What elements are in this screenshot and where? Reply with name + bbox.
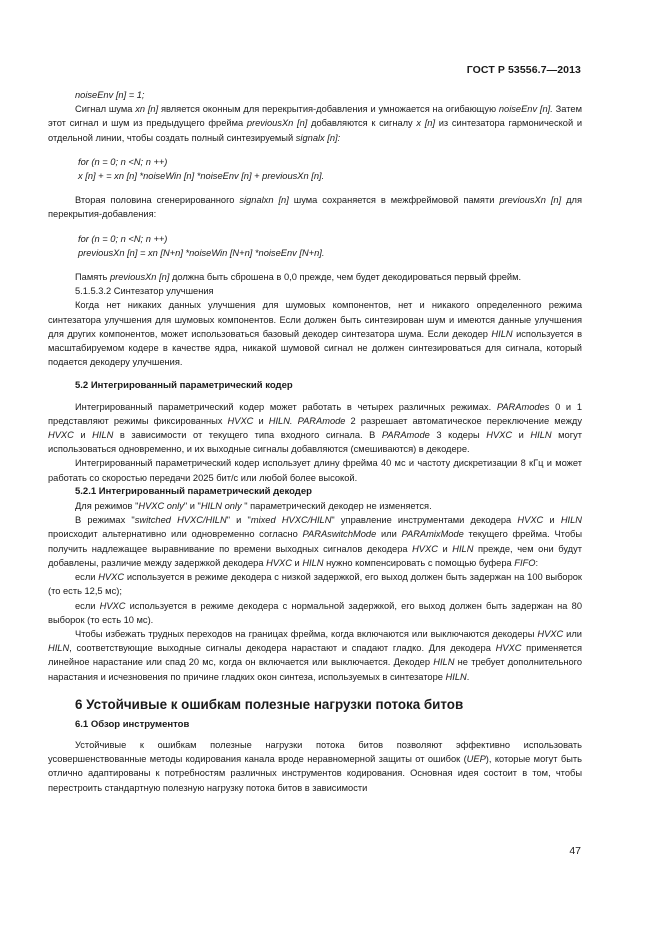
spacer — [48, 183, 582, 193]
paragraph: Для режимов "HVXC only" и "HILN only " параметрический декодер не изменяется. — [75, 501, 432, 512]
section-heading-5-2: 5.2 Интегрированный параметрический кодер — [75, 380, 293, 392]
section-heading-6-1: 6.1 Обзор инструментов — [75, 718, 190, 730]
section-heading-5-2-1: 5.2.1 Интегрированный параметрический декодер — [75, 485, 312, 497]
spacer — [48, 222, 582, 232]
spacer — [48, 260, 582, 270]
code-line: for (n = 0; n <N; n ++) — [78, 156, 168, 167]
document-header: ГОСТ Р 53556.7—2013 — [466, 64, 581, 76]
paragraph: Устойчивые к ошибкам полезные нагрузки потока битов позволяют эффективно использовать усовершенствованные методы кодирования канала вроде неравномерной защиты от ошибок (UEP), которые могут быть отлично адаптированы к потребностям различных инструментов кодирования. Основная идея состоит в том, чтобы перестроить стандартную полезную нагрузку потока битов в зависимости — [48, 739, 583, 793]
paragraph: Интегрированный параметрический кодер использует длину фрейма 40 мс и частоту дискретизации 8 кГц и может работать со скоростью передачи 2025 бит/с или любой более высокой. — [48, 458, 582, 483]
spacer — [48, 145, 582, 155]
code-line: x [n] + = xn [n] *noiseWin [n] *noiseEnv [n] + previousXn [n]. — [78, 171, 325, 182]
list-item: если HVXC используется в режиме декодера с нормальной задержкой, его выход должен быть задержан на 80 выборок (то есть 10 мс). — [48, 600, 582, 625]
section-number-heading: 5.1.5.3.2 Синтезатор улучшения — [75, 286, 214, 297]
code-line: for (n = 0; n <N; n ++) — [78, 233, 168, 244]
paragraph: Сигнал шума xn [n] является оконным для перекрытия-добавления и умножается на огибающую noiseEnv [n]. Затем этот сигнал и шум из предыдущего фрейма previousXn [n] добавляются к сигналу x [n] из синтезатора гармонической и отдельной линии, чтобы создать полный синтезируемый signalx [n]: — [48, 104, 583, 143]
paragraph: Чтобы избежать трудных переходов на границах фрейма, когда включаются или выключаются декодеры HVXC или HILN, соответствующие выходные сигналы декодера нарастают и спадают гладко. Для декодера HVXC применяется линейное нарастание или спад 20 мс, когда он включается или выключается. Декодер HILN не требует дополнительного нарастания и исчезновения по причине гладких окон синтеза, используемых в синтезаторе HILN. — [48, 628, 582, 682]
paragraph: Память previousXn [n] должна быть сброшена в 0,0 прежде, чем будет декодироваться первый фрейм. — [75, 272, 522, 283]
chapter-heading-6: 6 Устойчивые к ошибкам полезные нагрузки потока битов — [75, 696, 464, 712]
paragraph: Интегрированный параметрический кодер может работать в четырех различных режимах. PARAmodes 0 и 1 представляют режимы фиксированных HVXC и HILN. PARAmode 2 разрешает автоматическое переключение между HVXC и HILN в зависимости от текущего типа входного сигнала. В PARAmode 3 кодеры HVXC и HILN могут использоваться одновременно, и их выходные сигналы добавляются (смешиваются) в декодере. — [48, 401, 583, 455]
spacer — [48, 369, 582, 375]
page-number: 47 — [569, 845, 581, 857]
paragraph: Вторая половина сгенерированного signalxn [n] шума сохраняется в межфреймовой памяти previousXn [n] для перекрытия-добавления: — [48, 195, 583, 220]
formula-line: noiseEnv [n] = 1; — [75, 90, 145, 100]
list-item: если HVXC используется в режиме декодера с низкой задержкой, его выход должен быть задержан на 100 выборок (то есть 12,5 мс); — [48, 572, 582, 597]
page-content — [48, 88, 582, 795]
paragraph: В режимах "switched HVXC/HILN" и "mixed HVXC/HILN" управление инструментами декодера HVXC и HILN происходит альтернативно или одновременно согласно PARAswitchMode или PARAmixMode текущего фрейма. Чтобы получить надлежащее выравнивание по времени выходных сигналов декодера HVXC и HILN прежде, чем они будут добавлены, различие между задержкой декодера HVXC и HILN нужно компенсировать с помощью буфера FIFO: — [48, 515, 582, 568]
paragraph: Когда нет никаких данных улучшения для шумовых компонентов, нет и никакого определенного режима синтезатора улучшения для шумовых компонентов. Если должен быть синтезирован шум и имеются данные улучшения для других компонентов, может использоваться базовый декодер синтезатора шума. Если декодер HILN используется в масштабируемом кодере в качестве ядра, никакой шумовой сигнал не должен синтезироваться для сигнала, который подается декодеру улучшения. — [48, 300, 583, 368]
code-line: previousXn [n] = xn [N+n] *noiseWin [N+n] *noiseEnv [N+n]. — [78, 247, 325, 258]
